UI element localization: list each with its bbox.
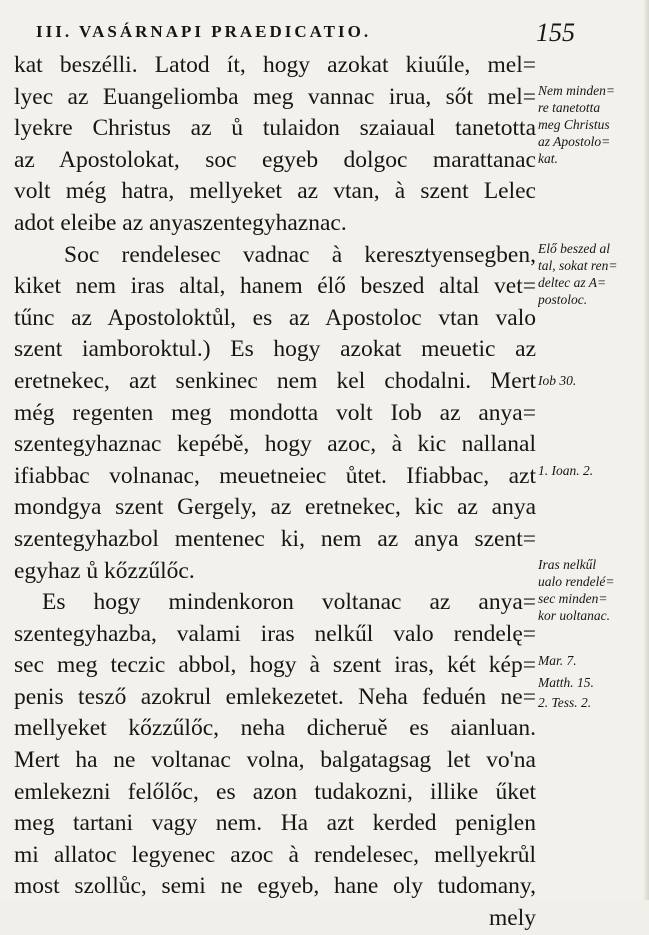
paragraph-start-line: Soc rendelesec vadnac à keresztyensegben, — [64, 241, 536, 268]
margin-note-line: kor uoltanac. — [538, 608, 610, 623]
text-line: meg tartani vagy nem. Ha azt kerded peniglen — [14, 810, 536, 837]
margin-note-line: meg Christus — [538, 117, 610, 132]
margin-note-line: Iras nelkűl — [538, 557, 597, 572]
text-line: tűnc az Apostoloktůl, es az Apostoloc vtan valo — [14, 304, 536, 331]
margin-note — [538, 674, 649, 691]
margin-note — [538, 240, 649, 308]
text-line: Mert ha ne voltanac volna, balgatagsag let vo'na — [14, 747, 536, 774]
margin-note — [538, 694, 649, 711]
text-line: ifiabbac volnanac, meuetneiec ůtet. Ifiabbac, azt — [14, 462, 536, 489]
catchword: mely — [489, 905, 536, 932]
margin-note-line: deltec az A= — [538, 275, 607, 290]
margin-note-line: Matth. 15. — [538, 675, 594, 690]
text-line: lyec az Euangeliomba meg vannac irua, sőt mel= — [14, 83, 536, 110]
text-line: szentegyhazba, valami iras nelkűl valo rendelę= — [14, 620, 536, 647]
margin-note-line: postoloc. — [538, 292, 588, 307]
margin-note-line: tal, sokat ren= — [538, 258, 618, 273]
text-line: mellyeket kőzzűlőc, neha dicheruě es aianluan. — [14, 715, 536, 742]
text-line: az Apostolokat, soc egyeb dolgoc marattanac — [14, 146, 536, 173]
page-number: 155 — [536, 18, 575, 47]
text-line: egyhaz ů kőzzűlőc. — [14, 557, 195, 584]
text-line: szent iamboroktul.) Es hogy azokat meuetic az — [14, 336, 536, 363]
text-line: most szollůc, semi ne egyeb, hane oly tudomany, — [14, 873, 536, 900]
text-line: adot eleibe az anyaszentegyhaznac. — [14, 209, 347, 236]
page-edge-shadow — [643, 0, 649, 900]
margin-note-line: Nem minden= — [538, 83, 615, 98]
text-line: szentegyhaznac kepébě, hogy azoc, à kic nallanal — [14, 431, 536, 458]
margin-note — [538, 462, 649, 479]
margin-note-line: re tanetotta — [538, 100, 601, 115]
text-line: lyekre Christus az ů tulaidon szaiaual tanetotta — [14, 115, 536, 142]
margin-note — [538, 556, 649, 624]
text-line: kat beszélli. Latod ít, hogy azokat kiuűle, mel= — [14, 52, 536, 78]
running-title: III. VASÁRNAPI PRAEDICATIO. — [36, 22, 372, 41]
margin-note-line: ualo rendelé= — [538, 574, 615, 589]
text-line: szentegyhazbol mentenec ki, nem az anya szent= — [14, 525, 536, 552]
margin-note-line: 2. Tess. 2. — [538, 695, 592, 710]
text-line: sec meg teczic abbol, hogy à szent iras, két kép= — [14, 652, 536, 679]
text-line: eretnekec, azt senkinec nem kel chodalni. Mert — [14, 367, 536, 394]
text-line: emlekezni felőlőc, es azon tudakozni, illike űket — [14, 778, 536, 805]
margin-note-line: Iob 30. — [538, 373, 577, 388]
margin-note-line: kat. — [538, 151, 558, 166]
margin-note-line: Elő beszed al — [538, 241, 610, 256]
text-line: mondgya szent Gergely, az eretnekec, kic az anya — [14, 494, 536, 521]
margin-note-line: Mar. 7. — [538, 653, 577, 668]
body-text — [14, 50, 536, 935]
margin-note-line: az Apostolo= — [538, 134, 611, 149]
margin-note — [538, 652, 649, 669]
text-line: mi allatoc legyenec azoc à rendelesec, mellyekrůl — [14, 841, 536, 868]
margin-note — [538, 82, 649, 167]
margin-note — [538, 372, 649, 389]
margin-note-line: 1. Ioan. 2. — [538, 463, 594, 478]
text-line: még regenten meg mondotta volt Iob az anya= — [14, 399, 536, 426]
paragraph-start-line: Es hogy mindenkoron voltanac az anya= — [42, 589, 536, 616]
text-line: volt még hatra, mellyeket az vtan, à szent Lelec — [14, 178, 536, 205]
text-line: penis tesző azokrul emlekezetet. Neha feduén ne= — [14, 683, 536, 710]
text-line: kiket nem iras altal, hanem élő beszed altal vet= — [14, 273, 536, 300]
margin-note-line: sec minden= — [538, 591, 608, 606]
